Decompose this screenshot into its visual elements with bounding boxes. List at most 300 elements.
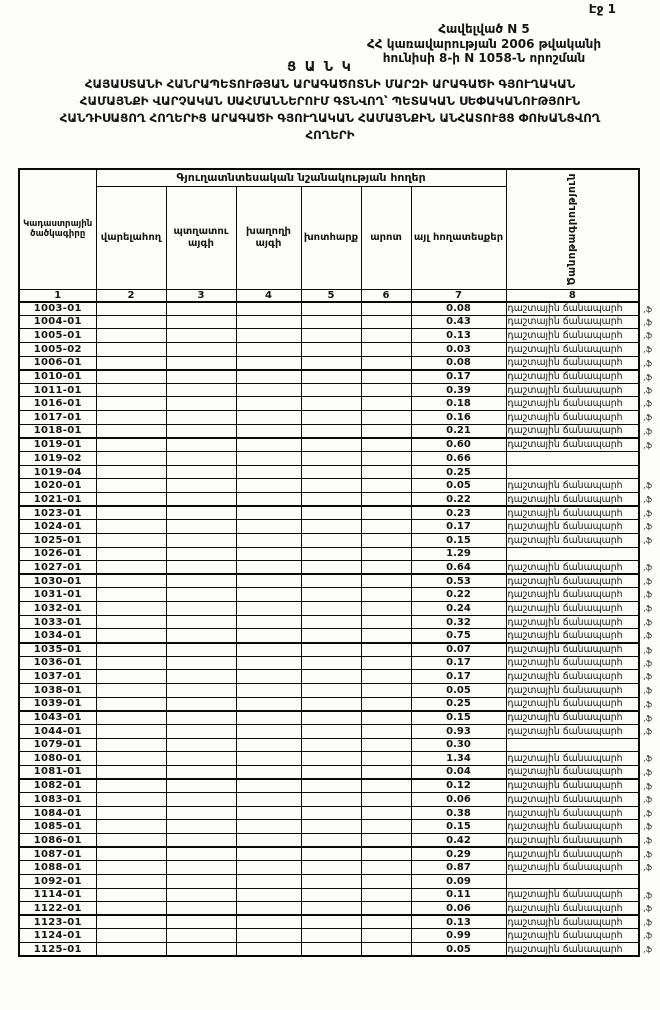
scan-edge-artifact: ,ֆ (643, 645, 653, 655)
note-cell (506, 765, 653, 779)
value-cell: 0.29 (411, 847, 506, 861)
note-text: դաշտային ճանապարհ (507, 752, 623, 764)
title-line-1: ՀԱՅԱՍՏԱՆԻ ՀԱՆՐԱՊԵՏՈՒԹՅԱՆ ԱՐԱԳԱԾՈՏՆԻ ՄԱՐԶԻ ԱՐԱԳԱԾԻ ԳՅՈՒՂԱԿԱՆ (84, 77, 576, 91)
note-text: դաշտային ճանապարհ (507, 712, 623, 724)
hayfield-cell (301, 670, 361, 684)
vineyard-cell (236, 452, 301, 466)
scan-edge-artifact: ,ֆ (643, 344, 653, 354)
hayfield-cell (301, 383, 361, 397)
note-cell (506, 315, 653, 329)
hayfield-cell (301, 438, 361, 452)
arable-cell (96, 820, 166, 834)
code-cell: 1038-01 (19, 683, 96, 697)
pasture-cell (361, 588, 411, 602)
value-cell: 0.99 (411, 929, 506, 943)
pasture-cell (361, 411, 411, 425)
value-cell: 0.07 (411, 643, 506, 657)
hayfield-cell (301, 520, 361, 534)
code-cell: 1019-02 (19, 452, 96, 466)
note-text: դաշտային ճանապարհ (507, 821, 623, 833)
vineyard-cell (236, 806, 301, 820)
orchard-cell (166, 793, 236, 807)
note-cell (506, 520, 653, 534)
table-row (19, 520, 639, 534)
note-text: դաշտային ճանապարհ (507, 657, 623, 669)
note-cell (506, 943, 653, 957)
hayfield-cell (301, 847, 361, 861)
pasture-cell (361, 547, 411, 561)
hayfield-cell (301, 656, 361, 670)
note-cell (506, 724, 653, 738)
vineyard-cell (236, 888, 301, 902)
code-cell: 1084-01 (19, 806, 96, 820)
table-row (19, 670, 639, 684)
value-cell: 0.32 (411, 615, 506, 629)
code-cell: 1037-01 (19, 670, 96, 684)
pasture-cell (361, 806, 411, 820)
table-row (19, 752, 639, 766)
pasture-cell (361, 383, 411, 397)
scan-edge-artifact: ,ֆ (643, 808, 653, 818)
value-cell: 0.43 (411, 315, 506, 329)
hayfield-cell (301, 356, 361, 370)
code-cell: 1114-01 (19, 888, 96, 902)
scan-edge-artifact: ,ֆ (643, 918, 653, 928)
arable-cell (96, 943, 166, 957)
table-row (19, 738, 639, 752)
arable-cell (96, 329, 166, 343)
table-row (19, 929, 639, 943)
note-text: դաշտային ճանապարհ (507, 561, 623, 573)
hayfield-cell (301, 315, 361, 329)
orchard-cell (166, 929, 236, 943)
table-row (19, 424, 639, 438)
code-cell: 1030-01 (19, 574, 96, 588)
note-cell (506, 711, 653, 725)
orchard-cell (166, 424, 236, 438)
table-row (19, 888, 639, 902)
note-text: դաշտային ճանապարհ (507, 398, 623, 410)
scan-edge-artifact: ,ֆ (643, 563, 653, 573)
note-cell (506, 506, 653, 520)
pasture-cell (361, 738, 411, 752)
vineyard-cell (236, 738, 301, 752)
table-row (19, 342, 639, 356)
value-cell: 0.53 (411, 574, 506, 588)
orchard-cell (166, 738, 236, 752)
orchard-cell (166, 492, 236, 506)
note-text: դաշտային ճանապարհ (507, 684, 623, 696)
table-row (19, 902, 639, 916)
arable-cell (96, 888, 166, 902)
table-row (19, 779, 639, 793)
value-cell: 0.60 (411, 438, 506, 452)
note-cell (506, 383, 653, 397)
arable-cell (96, 465, 166, 479)
vineyard-cell (236, 793, 301, 807)
table-row (19, 765, 639, 779)
hayfield-cell (301, 629, 361, 643)
vineyard-cell (236, 943, 301, 957)
note-cell (506, 888, 653, 902)
pasture-cell (361, 793, 411, 807)
scan-edge-artifact: ,ֆ (643, 904, 653, 914)
value-cell: 0.42 (411, 833, 506, 847)
value-cell: 0.38 (411, 806, 506, 820)
note-cell (506, 670, 653, 684)
value-cell: 0.93 (411, 724, 506, 738)
note-text: դաշտային ճանապարհ (507, 616, 623, 628)
scan-edge-artifact: ,ֆ (643, 509, 653, 519)
arable-cell (96, 670, 166, 684)
note-text: դաշտային ճանապարհ (507, 671, 623, 683)
arable-cell (96, 724, 166, 738)
value-cell: 0.25 (411, 465, 506, 479)
table-row (19, 915, 639, 929)
code-cell: 1088-01 (19, 861, 96, 875)
value-cell: 0.23 (411, 506, 506, 520)
value-cell: 0.22 (411, 588, 506, 602)
table-row (19, 547, 639, 561)
arable-cell (96, 506, 166, 520)
pasture-cell (361, 302, 411, 316)
orchard-cell (166, 561, 236, 575)
note-cell (506, 574, 653, 588)
note-text: դաշտային ճանապարհ (507, 780, 623, 792)
orchard-cell (166, 697, 236, 711)
orchard-cell (166, 342, 236, 356)
pasture-cell (361, 615, 411, 629)
vineyard-cell (236, 302, 301, 316)
arable-cell (96, 629, 166, 643)
arable-cell (96, 874, 166, 888)
scan-edge-artifact: ,ֆ (643, 658, 653, 668)
table-row (19, 561, 639, 575)
table-row (19, 588, 639, 602)
vineyard-cell (236, 492, 301, 506)
orchard-cell (166, 452, 236, 466)
vineyard-cell (236, 711, 301, 725)
scan-edge-artifact: ,ֆ (643, 713, 653, 723)
note-text: դաշտային ճանապարհ (507, 521, 623, 533)
appendix-line-2: ՀՀ կառավարության 2006 թվականի (366, 36, 602, 51)
table-row (19, 847, 639, 861)
document-title (10, 76, 650, 144)
vineyard-cell (236, 370, 301, 384)
header-note (506, 169, 639, 289)
hayfield-cell (301, 820, 361, 834)
orchard-cell (166, 588, 236, 602)
code-cell: 1006-01 (19, 356, 96, 370)
pasture-cell (361, 479, 411, 493)
arable-cell (96, 356, 166, 370)
table-row (19, 452, 639, 466)
scan-edge-artifact: ,ֆ (643, 494, 653, 504)
note-cell (506, 915, 653, 929)
orchard-cell (166, 465, 236, 479)
scan-edge-artifact: ,ֆ (643, 481, 653, 491)
pasture-cell (361, 329, 411, 343)
hayfield-cell (301, 302, 361, 316)
pasture-cell (361, 342, 411, 356)
table-row (19, 943, 639, 957)
arable-cell (96, 683, 166, 697)
arable-cell (96, 711, 166, 725)
scan-edge-artifact: ,ֆ (643, 426, 653, 436)
note-cell (506, 424, 653, 438)
hayfield-cell (301, 424, 361, 438)
code-cell: 1019-01 (19, 438, 96, 452)
table-row (19, 533, 639, 547)
arable-cell (96, 547, 166, 561)
orchard-cell (166, 506, 236, 520)
note-text: դաշտային ճանապարհ (507, 575, 623, 587)
pasture-cell (361, 397, 411, 411)
pasture-cell (361, 915, 411, 929)
hayfield-cell (301, 588, 361, 602)
value-cell: 0.15 (411, 820, 506, 834)
vineyard-cell (236, 779, 301, 793)
arable-cell (96, 697, 166, 711)
pasture-cell (361, 697, 411, 711)
orchard-cell (166, 397, 236, 411)
orchard-cell (166, 411, 236, 425)
note-cell (506, 588, 653, 602)
code-cell: 1035-01 (19, 643, 96, 657)
note-cell (506, 656, 653, 670)
hayfield-cell (301, 342, 361, 356)
code-cell: 1016-01 (19, 397, 96, 411)
pasture-cell (361, 520, 411, 534)
arable-cell (96, 438, 166, 452)
value-cell: 0.06 (411, 902, 506, 916)
table-row (19, 329, 639, 343)
code-cell: 1124-01 (19, 929, 96, 943)
code-cell: 1010-01 (19, 370, 96, 384)
header-orchard: պտղատու այգի (166, 186, 236, 289)
note-text: դաշտային ճանապարհ (507, 384, 623, 396)
scan-edge-artifact: ,ֆ (643, 631, 653, 641)
orchard-cell (166, 833, 236, 847)
orchard-cell (166, 711, 236, 725)
scan-edge-artifact: ,ֆ (643, 399, 653, 409)
arable-cell (96, 397, 166, 411)
value-cell: 0.04 (411, 765, 506, 779)
note-text: դաշտային ճանապարհ (507, 371, 623, 383)
note-text: դաշտային ճանապարհ (507, 930, 623, 942)
note-text: դաշտային ճանապարհ (507, 357, 623, 369)
vineyard-cell (236, 329, 301, 343)
arable-cell (96, 806, 166, 820)
arable-cell (96, 492, 166, 506)
column-number: 5 (301, 289, 361, 302)
code-cell: 1026-01 (19, 547, 96, 561)
orchard-cell (166, 533, 236, 547)
hayfield-cell (301, 615, 361, 629)
arable-cell (96, 915, 166, 929)
table-row (19, 656, 639, 670)
value-cell: 0.05 (411, 943, 506, 957)
pasture-cell (361, 888, 411, 902)
vineyard-cell (236, 752, 301, 766)
note-cell (506, 929, 653, 943)
code-cell: 1085-01 (19, 820, 96, 834)
hayfield-cell (301, 411, 361, 425)
vineyard-cell (236, 411, 301, 425)
orchard-cell (166, 902, 236, 916)
scan-edge-artifact: ,ֆ (643, 822, 653, 832)
code-cell: 1031-01 (19, 588, 96, 602)
pasture-cell (361, 711, 411, 725)
vineyard-cell (236, 479, 301, 493)
page-number: Էջ 1 (588, 2, 616, 16)
code-cell: 1011-01 (19, 383, 96, 397)
vineyard-cell (236, 724, 301, 738)
arable-cell (96, 643, 166, 657)
scan-edge-artifact: ,ֆ (643, 535, 653, 545)
note-cell (506, 452, 639, 466)
value-cell: 0.17 (411, 370, 506, 384)
code-cell: 1003-01 (19, 302, 96, 316)
value-cell: 0.22 (411, 492, 506, 506)
vineyard-cell (236, 561, 301, 575)
pasture-cell (361, 629, 411, 643)
orchard-cell (166, 574, 236, 588)
value-cell: 0.11 (411, 888, 506, 902)
code-cell: 1020-01 (19, 479, 96, 493)
pasture-cell (361, 602, 411, 616)
value-cell: 0.15 (411, 711, 506, 725)
pasture-cell (361, 752, 411, 766)
arable-cell (96, 929, 166, 943)
orchard-cell (166, 629, 236, 643)
orchard-cell (166, 383, 236, 397)
hayfield-cell (301, 683, 361, 697)
hayfield-cell (301, 643, 361, 657)
arable-cell (96, 602, 166, 616)
vineyard-cell (236, 438, 301, 452)
arable-cell (96, 752, 166, 766)
vineyard-cell (236, 861, 301, 875)
arable-cell (96, 615, 166, 629)
vineyard-cell (236, 902, 301, 916)
hayfield-cell (301, 574, 361, 588)
table-row (19, 697, 639, 711)
arable-cell (96, 738, 166, 752)
pasture-cell (361, 506, 411, 520)
header-vineyard: խաղողի այգի (236, 186, 301, 289)
column-number: 8 (506, 289, 639, 302)
value-cell: 0.03 (411, 342, 506, 356)
note-text: դաշտային ճանապարհ (507, 916, 623, 928)
hayfield-cell (301, 506, 361, 520)
value-cell: 1.29 (411, 547, 506, 561)
arable-cell (96, 574, 166, 588)
orchard-cell (166, 670, 236, 684)
scan-edge-artifact: ,ֆ (643, 440, 653, 450)
vineyard-cell (236, 602, 301, 616)
orchard-cell (166, 479, 236, 493)
table-row (19, 479, 639, 493)
hayfield-cell (301, 561, 361, 575)
hayfield-cell (301, 697, 361, 711)
vineyard-cell (236, 697, 301, 711)
value-cell: 0.13 (411, 915, 506, 929)
hayfield-cell (301, 861, 361, 875)
code-cell: 1044-01 (19, 724, 96, 738)
note-text: դաշտային ճանապարհ (507, 316, 623, 328)
table-row (19, 793, 639, 807)
table-row (19, 683, 639, 697)
arable-cell (96, 452, 166, 466)
note-text: դաշտային ճանապարհ (507, 943, 623, 955)
table-row (19, 615, 639, 629)
pasture-cell (361, 533, 411, 547)
value-cell: 0.15 (411, 533, 506, 547)
value-cell: 0.13 (411, 329, 506, 343)
table-row (19, 820, 639, 834)
value-cell: 0.18 (411, 397, 506, 411)
pasture-cell (361, 465, 411, 479)
vineyard-cell (236, 424, 301, 438)
value-cell: 0.24 (411, 602, 506, 616)
hayfield-cell (301, 602, 361, 616)
scan-edge-artifact: ,ֆ (643, 685, 653, 695)
vineyard-cell (236, 656, 301, 670)
table-row (19, 602, 639, 616)
table-row (19, 643, 639, 657)
scan-edge-artifact: ,ֆ (643, 317, 653, 327)
vineyard-cell (236, 506, 301, 520)
code-cell: 1018-01 (19, 424, 96, 438)
note-cell (506, 629, 653, 643)
note-text: դաշտային ճանապարհ (507, 425, 623, 437)
arable-cell (96, 520, 166, 534)
appendix-reference (316, 22, 652, 66)
note-cell (506, 874, 639, 888)
orchard-cell (166, 329, 236, 343)
vineyard-cell (236, 533, 301, 547)
note-cell (506, 793, 653, 807)
note-text: դաշտային ճանապարհ (507, 793, 623, 805)
hayfield-cell (301, 806, 361, 820)
scan-edge-artifact: ,ֆ (643, 890, 653, 900)
code-cell: 1025-01 (19, 533, 96, 547)
note-cell (506, 547, 639, 561)
table-row (19, 574, 639, 588)
note-text: դաշտային ճանապարհ (507, 834, 623, 846)
pasture-cell (361, 765, 411, 779)
scan-edge-artifact: ,ֆ (643, 754, 653, 764)
pasture-cell (361, 656, 411, 670)
note-cell (506, 683, 653, 697)
code-cell: 1024-01 (19, 520, 96, 534)
hayfield-cell (301, 779, 361, 793)
code-cell: 1033-01 (19, 615, 96, 629)
pasture-cell (361, 492, 411, 506)
pasture-cell (361, 356, 411, 370)
header-cadastral-code: Կադաստրային ծածկագիրը (19, 169, 96, 289)
orchard-cell (166, 765, 236, 779)
vineyard-cell (236, 465, 301, 479)
code-cell: 1017-01 (19, 411, 96, 425)
note-cell (506, 602, 653, 616)
pasture-cell (361, 452, 411, 466)
vineyard-cell (236, 765, 301, 779)
code-cell: 1087-01 (19, 847, 96, 861)
hayfield-cell (301, 492, 361, 506)
note-cell (506, 847, 653, 861)
